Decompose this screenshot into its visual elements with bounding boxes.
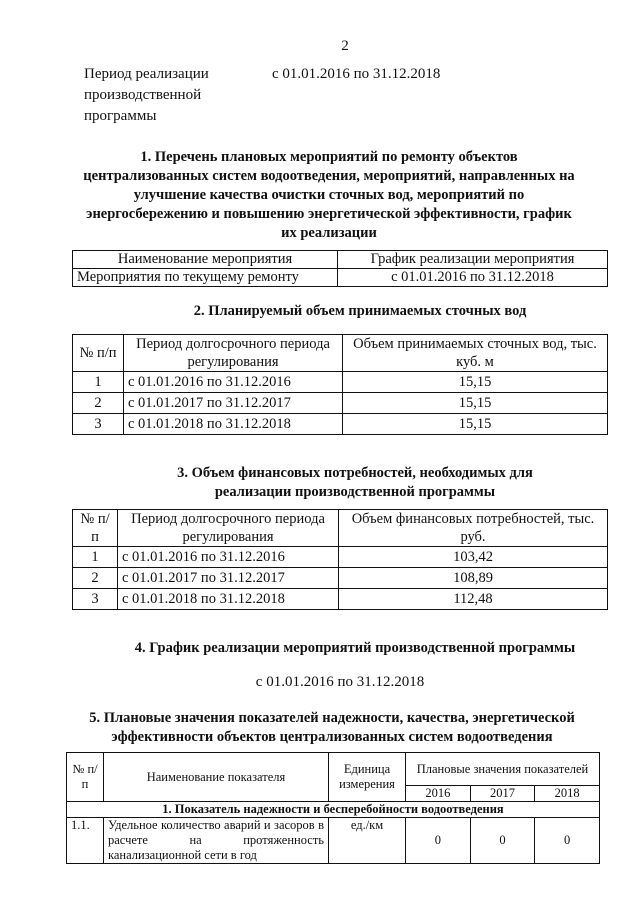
s2-cell-period: с 01.01.2016 по 31.12.2016: [124, 372, 343, 393]
s2-header-num: № п/п: [73, 335, 124, 372]
s3-header-num: № п/п: [73, 510, 118, 547]
section-4-title: 4. График реализации мероприятий производственной программы: [134, 640, 576, 656]
table-row: [73, 414, 608, 435]
s5-header-planned: Плановые значения показателей: [406, 753, 600, 786]
s2-cell-num: 1: [73, 372, 124, 393]
s2-cell-period: с 01.01.2017 по 31.12.2017: [124, 393, 343, 414]
s5-header-name: Наименование показателя: [104, 753, 329, 802]
s3-cell-period: с 01.01.2017 по 31.12.2017: [118, 568, 339, 589]
s2-header-period: Период долгосрочного периода регулирования: [124, 335, 343, 372]
s5-cell-num: 1.1.: [67, 818, 104, 864]
s3-cell-num: 1: [73, 547, 118, 568]
s5-header-year: 2018: [535, 786, 600, 802]
s5-cell-value: 0: [406, 818, 471, 864]
s3-cell-finance: 103,42: [339, 547, 608, 568]
table-row: [73, 393, 608, 414]
s3-cell-period: с 01.01.2018 по 31.12.2018: [118, 589, 339, 610]
section-3-title: 3. Объем финансовых потребностей, необходимых для реализации производственной программы: [177, 465, 533, 500]
s1-header-name: Наименование мероприятия: [73, 251, 338, 269]
s2-cell-num: 2: [73, 393, 124, 414]
s1-cell-name: Мероприятия по текущему ремонту: [73, 269, 338, 287]
s5-subsection: 1. Показатель надежности и бесперебойности водоотведения: [67, 802, 600, 818]
s2-cell-volume: 15,15: [343, 393, 608, 414]
period-value: с 01.01.2016 по 31.12.2018: [272, 66, 441, 82]
s3-cell-finance: 112,48: [339, 589, 608, 610]
s2-cell-volume: 15,15: [343, 414, 608, 435]
section-1-table: [72, 250, 608, 287]
table-row: [67, 818, 600, 864]
section-5-title: 5. Плановые значения показателей надежности, качества, энергетической эффективности объектов централизованных систем водоотведения: [89, 710, 575, 745]
s3-cell-num: 3: [73, 589, 118, 610]
section-5-table: [66, 752, 600, 864]
table-row: [73, 547, 608, 568]
s3-header-period: Период долгосрочного периода регулирования: [118, 510, 339, 547]
s5-header-year: 2016: [406, 786, 471, 802]
s3-cell-period: с 01.01.2016 по 31.12.2016: [118, 547, 339, 568]
table-row: [73, 269, 608, 287]
s3-cell-finance: 108,89: [339, 568, 608, 589]
s5-header-num: № п/п: [67, 753, 104, 802]
section-2-table: [72, 334, 608, 435]
period-label: Период реализации производственной программы: [84, 66, 209, 124]
table-row: [73, 589, 608, 610]
s1-cell-schedule: с 01.01.2016 по 31.12.2018: [338, 269, 608, 287]
s5-cell-unit: ед./км: [329, 818, 406, 864]
s5-cell-value: 0: [470, 818, 535, 864]
s5-cell-value: 0: [535, 818, 600, 864]
s3-header-finance: Объем финансовых потребностей, тыс. руб.: [339, 510, 608, 547]
section-3-table: [72, 509, 608, 610]
s2-cell-volume: 15,15: [343, 372, 608, 393]
section-1-title: 1. Перечень плановых мероприятий по ремонту объектов централизованных систем водоотведения, мероприятий, направленных на улучшение качества очистки сточных вод, мероприятий по энергосбережению и повышению энергетической эффективности, график их реализации: [83, 149, 575, 241]
s1-header-schedule: График реализации мероприятия: [338, 251, 608, 269]
section-4-value: с 01.01.2016 по 31.12.2018: [255, 674, 425, 690]
section-2-title: 2. Планируемый объем принимаемых сточных вод: [193, 303, 527, 319]
page-number: 2: [341, 38, 349, 54]
s5-header-unit: Единица измерения: [329, 753, 406, 802]
s5-cell-name: Удельное количество аварий и засоров в расчете на протяженность канализационной сети в год: [104, 818, 329, 864]
s2-cell-num: 3: [73, 414, 124, 435]
table-row: [73, 568, 608, 589]
s2-cell-period: с 01.01.2018 по 31.12.2018: [124, 414, 343, 435]
table-row: [73, 372, 608, 393]
s5-header-year: 2017: [470, 786, 535, 802]
s3-cell-num: 2: [73, 568, 118, 589]
s2-header-volume: Объем принимаемых сточных вод, тыс. куб. м: [343, 335, 608, 372]
